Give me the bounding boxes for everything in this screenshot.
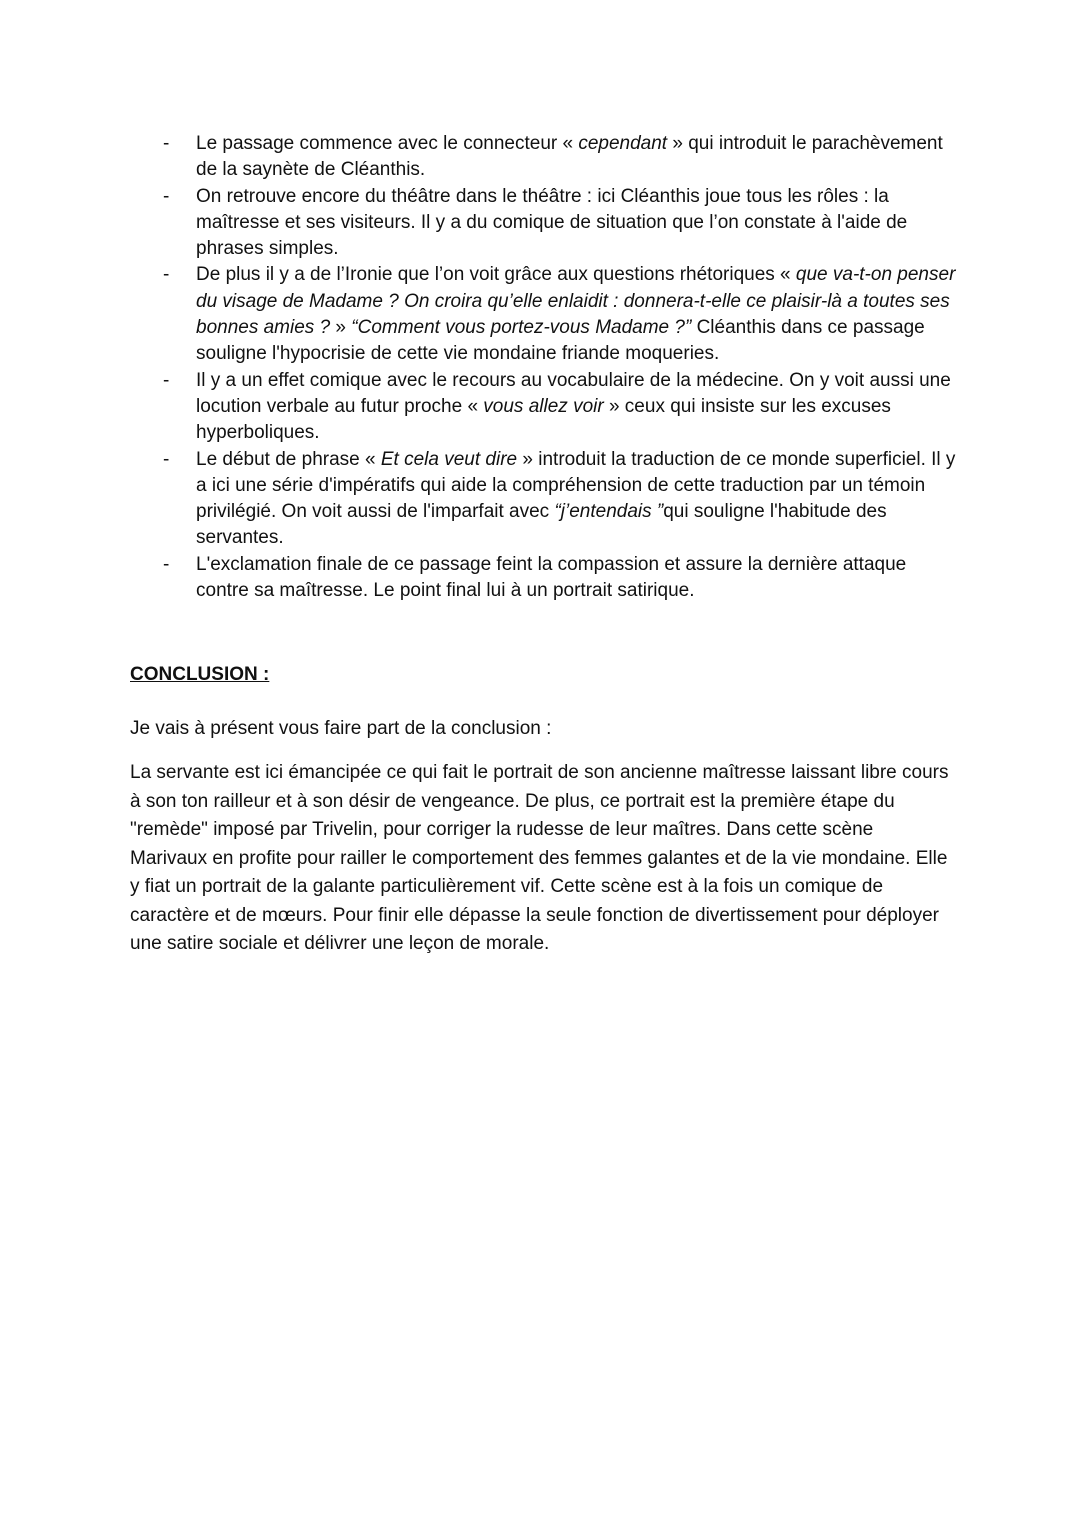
bullet-text: L'exclamation finale de ce passage feint la compassion et assure la dernière attaque contre sa maîtresse. Le point final lui à un portrait satirique. (196, 553, 907, 602)
conclusion-paragraph: La servante est ici émancipée ce qui fait le portrait de son ancienne maîtresse laissant libre cours à son ton railleur et à son désir de vengeance. De plus, ce portrait est la première étape du "remède" imposé par Trivelin, pour corriger la rudesse de leur maîtres. Dans cette scène Marivaux en profite pour railler le comportement des femmes galantes et de la vie mondaine. Elle y fiat un portrait de la galante particulièrement vif. Cette scène est à la fois un comique de caractère et de mœurs. Pour finir elle dépasse la seule fonction de divertissement pour déployer une satire sociale et délivrer une leçon de morale. (130, 762, 949, 954)
bullet-item (130, 552, 960, 605)
analysis-bullet-list (130, 131, 960, 604)
bullet-item (130, 262, 960, 367)
bullet-text: Il y a un effet comique avec le recours au vocabulaire de la médecine. On y voit aussi une locution verbale au futur proche « vous allez voir » ceux qui insiste sur les excuses hyperboliques. (196, 369, 951, 444)
bullet-text: Le début de phrase « Et cela veut dire » introduit la traduction de ce monde superficiel. Il y a ici une série d'impératifs qui aide la compréhension de cette traduction par un témoin privilégié. On voit aussi de l'imparfait avec “j’entendais ”qui souligne l'habitude des servantes. (196, 448, 956, 549)
bullet-dash: - (163, 133, 170, 154)
conclusion-intro: Je vais à présent vous faire part de la conclusion : (130, 718, 552, 739)
bullet-item (130, 184, 960, 263)
bullet-item (130, 447, 960, 552)
bullet-dash: - (163, 185, 170, 207)
bullet-dash: - (163, 448, 170, 470)
bullet-dash: - (163, 369, 170, 391)
bullet-dash: - (163, 264, 170, 286)
bullet-dash: - (163, 553, 170, 575)
conclusion-heading: CONCLUSION : (130, 664, 270, 685)
bullet-item (130, 368, 960, 447)
bullet-text: De plus il y a de l’Ironie que l’on voit grâce aux questions rhétoriques « que va-t-on penser du visage de Madame ? On croira qu’elle enlaidit : donnera-t-elle ce plaisir-là a toutes ses bonnes amies ? » “Comment vous portez-vous Madame ?” Cléanthis dans ce passage souligne l'hypocrisie de cette vie mondaine friande moqueries. (196, 264, 956, 365)
bullet-text: Le passage commence avec le connecteur « cependant » qui introduit le parachèvement de la saynète de Cléanthis. (196, 133, 943, 181)
bullet-item (130, 131, 960, 184)
bullet-text: On retrouve encore du théâtre dans le théâtre : ici Cléanthis joue tous les rôles : la maîtresse et ses visiteurs. Il y a du comique de situation que l’on constate à l'aide de phrases simples. (196, 185, 908, 260)
